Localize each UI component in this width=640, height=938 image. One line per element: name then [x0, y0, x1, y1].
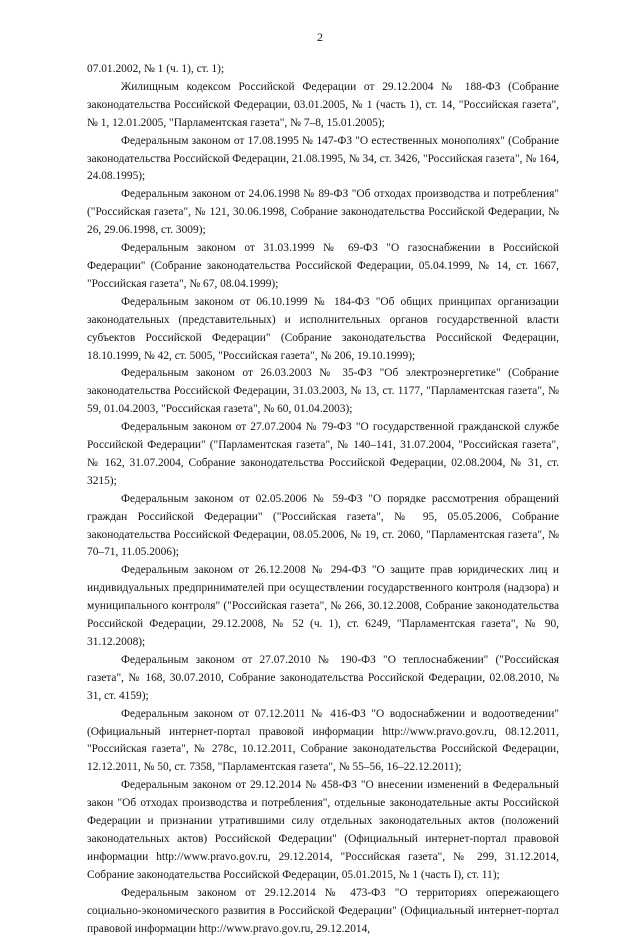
paragraph: Федеральным законом от 26.12.2008 № 294-ФЗ "О защите прав юридических лиц и индивидуальных предпринимателей при осуществлении государственного контроля (надзора) и муниципального контроля" ("Российская газета", № 266, 30.12.2008, Собрание законодательства Российской Федерации, 29.12.2008, № 52 (ч. 1), ст. 6249, "Парламентская газета", № 90, 31.12.2008);: [87, 564, 559, 648]
paragraph: Федеральным законом от 02.05.2006 № 59-ФЗ "О порядке рассмотрения обращений граждан Российской Федерации" ("Российская газета", № 95, 05.05.2006, Собрание законодательства Российской Федерации, 08.05.2006, № 19, ст. 2060, "Парламентская газета", № 70–71, 11.05.2006);: [87, 492, 559, 559]
paragraph: Федеральным законом от 29.12.2014 № 458-ФЗ "О внесении изменений в Федеральный закон "Об отходах производства и потребления", отдельные законодательные акты Российской Федерации и признании утратившими силу отдельных законодательных актов (положений законодательных актов) Российской Федерации" (Официальный интернет-портал правовой информации http://www.pravo.gov.ru, 29.12.2014, "Российская газета", № 299, 31.12.2014, Собрание законодательства Российской Федерации, 05.01.2015, № 1 (часть I), ст. 11);: [87, 779, 559, 881]
paragraph: Федеральным законом от 07.12.2011 № 416-ФЗ "О водоснабжении и водоотведении" (Официальный интернет-портал правовой информации http://www.pravo.gov.ru, 08.12.2011, "Российская газета", № 278с, 10.12.2011, Собрание законодательства Российской Федерации, 12.12.2011, № 50, ст. 7358, "Парламентская газета", № 55–56, 16–22.12.2011);: [87, 707, 559, 774]
paragraph: Федеральным законом от 26.03.2003 № 35-ФЗ "Об электроэнергетике" (Собрание законодательства Российской Федерации, 31.03.2003, № 13, ст. 1177, "Парламентская газета", № 59, 01.04.2003, "Российская газета", № 60, 01.04.2003);: [87, 367, 559, 416]
paragraph: Федеральным законом от 27.07.2004 № 79-ФЗ "О государственной гражданской службе Российской Федерации" ("Парламентская газета", № 140–141, 31.07.2004, "Российская газета", № 162, 31.07.2004, Собрание законодательства Российской Федерации, 02.08.2004, № 31, ст. 3215);: [87, 421, 559, 487]
paragraph: Жилищным кодексом Российской Федерации от 29.12.2004 № 188-ФЗ (Собрание законодательства Российской Федерации, 03.01.2005, № 1 (часть 1), ст. 14, "Российская газета", № 1, 12.01.2005, "Парламентская газета", № 7–8, 15.01.2005);: [87, 80, 559, 129]
paragraph: Федеральным законом от 29.12.2014 № 473-ФЗ "О территориях опережающего социально-экономического развития в Российской Федерации" (Официальный интернет-портал правовой информации http://www.pravo.gov.ru, 29.12.2014,: [87, 886, 559, 935]
paragraph: 07.01.2002, № 1 (ч. 1), ст. 1);: [87, 63, 225, 75]
paragraph: Федеральным законом от 17.08.1995 № 147-ФЗ "О естественных монополиях" (Собрание законодательства Российской Федерации, 21.08.1995, № 34, ст. 3426, "Российская газета", № 164, 24.08.1995);: [87, 134, 559, 183]
paragraph: Федеральным законом от 06.10.1999 № 184-ФЗ "Об общих принципах организации законодательных (представительных) и исполнительных органов государственной власти субъектов Российской Федерации" (Собрание законодательства Российской Федерации, 18.10.1999, № 42, ст. 5005, "Российская газета", № 206, 19.10.1999);: [87, 295, 559, 362]
paragraph: Федеральным законом от 31.03.1999 № 69-ФЗ "О газоснабжении в Российской Федерации" (Собрание законодательства Российской Федерации, 05.04.1999, № 14, ст. 1667, "Российская газета", № 67, 08.04.1999);: [87, 242, 559, 290]
legal-references-list: [87, 61, 559, 938]
page-number: 2: [317, 30, 323, 44]
paragraph: Федеральным законом от 27.07.2010 № 190-ФЗ "О теплоснабжении" ("Российская газета", № 168, 30.07.2010, Собрание законодательства Российской Федерации, 02.08.2010, № 31, ст. 4159);: [87, 653, 559, 702]
paragraph: Федеральным законом от 24.06.1998 № 89-ФЗ "Об отходах производства и потребления" ("Российская газета", № 121, 30.06.1998, Собрание законодательства Российской Федерации, № 26, 29.06.1998, ст. 3009);: [87, 188, 559, 237]
